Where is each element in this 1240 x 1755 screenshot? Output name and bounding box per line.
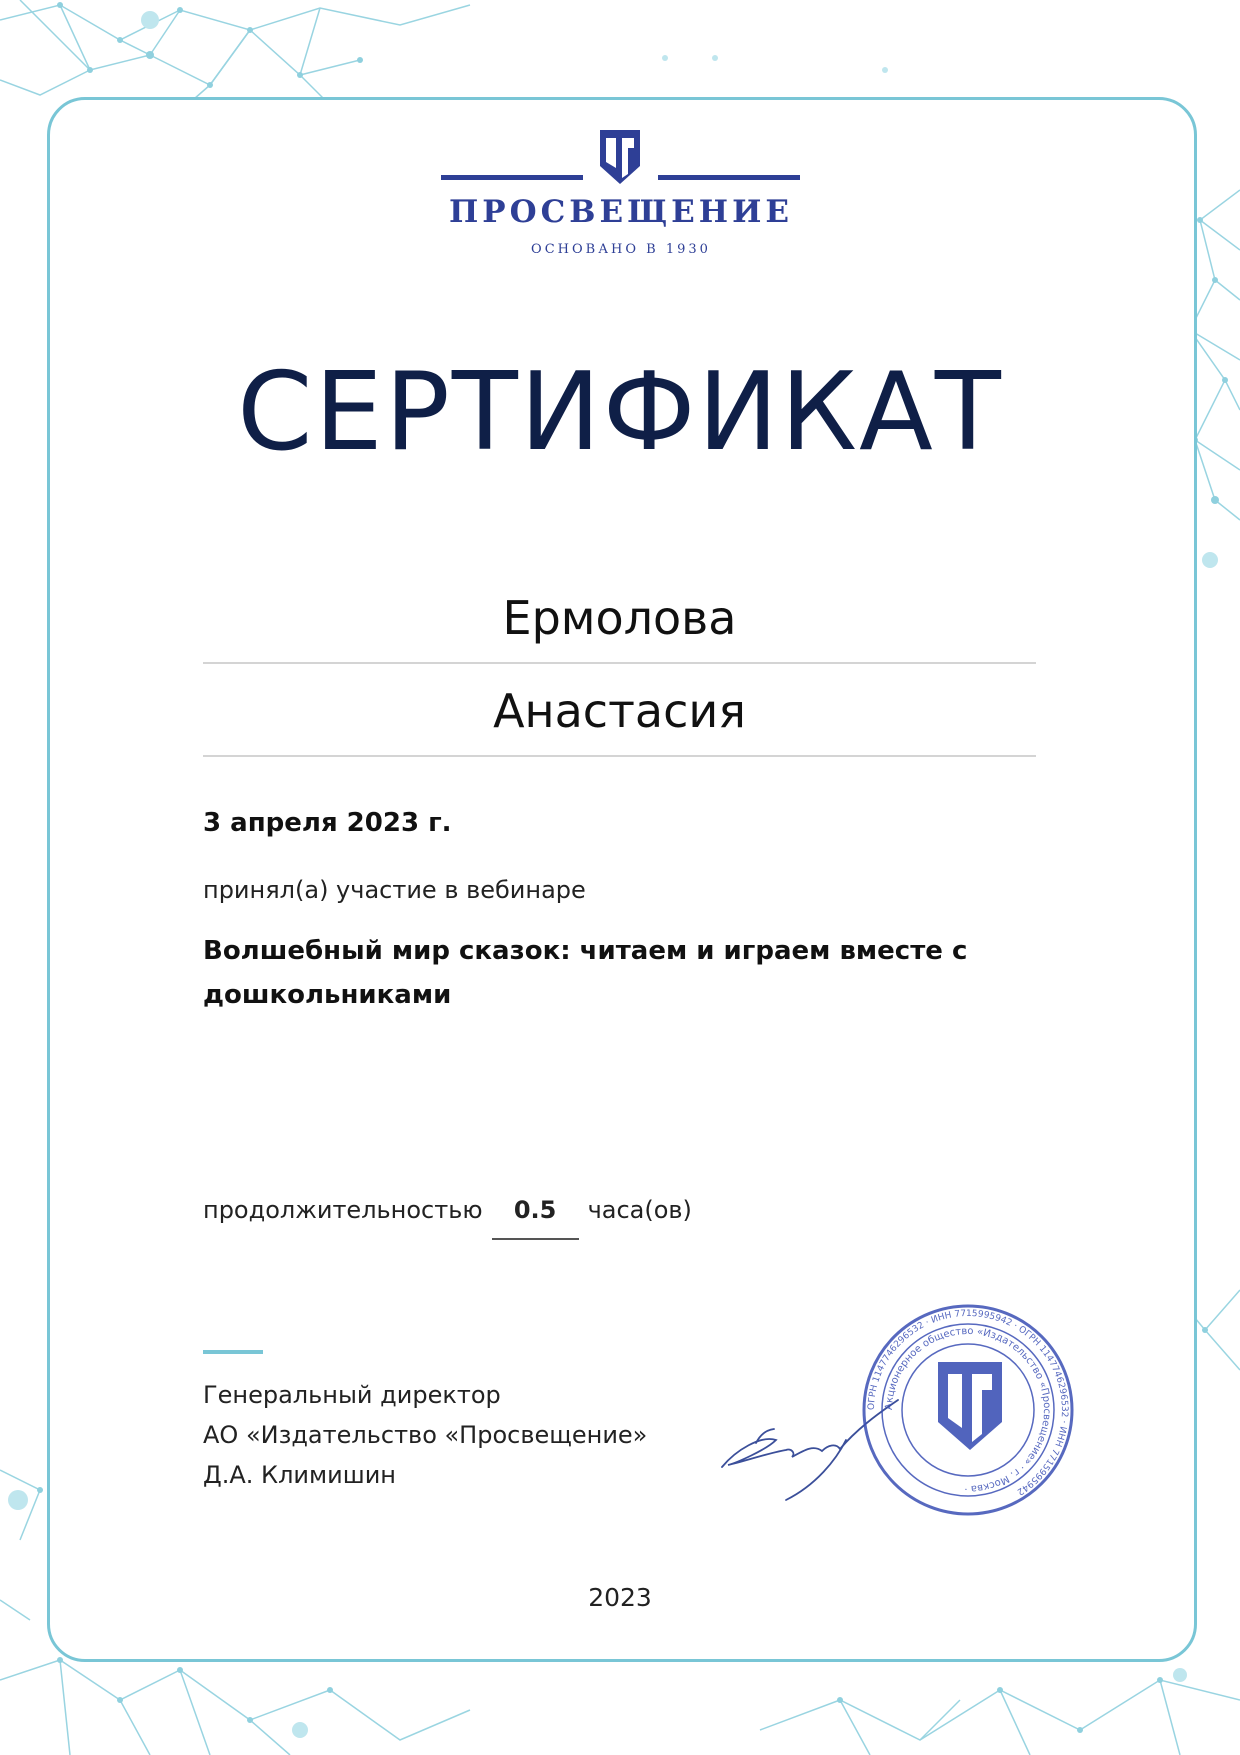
duration-line [203,1196,692,1240]
webinar-title: Волшебный мир сказок: читаем и играем вместе с дошкольниками [203,936,968,1010]
certificate-title: СЕРТИФИКАТ [237,350,1003,475]
participation-text: принял(а) участие в вебинаре [203,876,586,904]
recipient-surname: Ермолова [203,587,1036,664]
publisher-emblem-icon [598,128,642,186]
recipient-given-name: Анастасия [203,680,1036,757]
company-seal-stamp [858,1300,1078,1520]
stamp-monogram: ИП [969,1412,971,1413]
certificate-year: 2023 [588,1583,652,1612]
stamp-inner-text: Акционерное общество «Издательство «Просвещение» · г. Москва · [883,1325,1053,1495]
logo-line-right [658,175,800,180]
publisher-tagline: ОСНОВАНО В 1930 [531,242,711,257]
signer-accent-line [203,1350,263,1354]
publisher-name: ПРОСВЕЩЕНИЕ [448,194,793,230]
publisher-logo [440,124,802,264]
stamp-outer-text: ОГРН 1147746296532 · ИНН 7715995942 · ОГРН 1147746296532 · ИНН 7715995942 [866,1308,1070,1497]
event-date: 3 апреля 2023 г. [203,808,452,838]
emblem-monogram: ИП [619,158,621,159]
signer-position: Генеральный директор [203,1381,501,1409]
signer-organization: АО «Издательство «Просвещение» [203,1421,648,1449]
signer-name: Д.А. Климишин [203,1461,396,1489]
duration-prefix: продолжительностью [203,1196,483,1224]
duration-unit: часа(ов) [587,1196,692,1224]
duration-value: 0.5 [492,1196,579,1240]
signer-block [203,1375,647,1495]
logo-line-left [441,175,583,180]
